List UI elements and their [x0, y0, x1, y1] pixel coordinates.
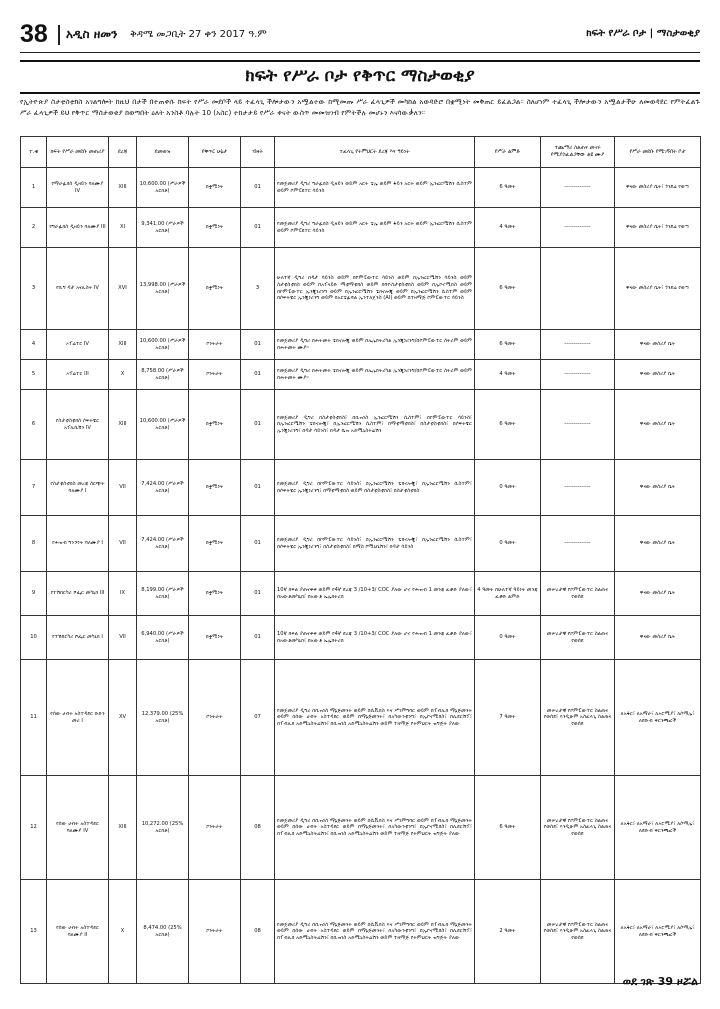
- cell-training: መሠረታዊ የኮምፒውተር ስልጠና የወሰደ፣ እንዲሁም አስፈላጊ ስልጠና የወሰደ: [541, 776, 615, 880]
- cell-title: የስታቲስቲክስ መረጃ ስርጭት ባለሙያ I: [47, 460, 109, 516]
- cell-title: ኦፕሬተር III: [47, 360, 109, 390]
- cell-no: 12: [21, 776, 47, 880]
- cell-salary: 9,341.00 (ሥራዎች አርክቶ): [137, 208, 189, 248]
- cell-employment: በቋሚነት: [189, 572, 241, 616]
- cell-location: ዋናው መስሪያ ቤት: [615, 616, 701, 660]
- cell-employment: ኮንትራት: [189, 880, 241, 984]
- cell-grade: IX: [109, 572, 137, 616]
- cell-grade: XV: [109, 660, 137, 776]
- cell-title: የግራፊክስ ዲዛይን ባለሙያ III: [47, 208, 109, 248]
- cell-experience: 6 ዓመት: [475, 330, 541, 360]
- cell-training: --------------: [541, 460, 615, 516]
- cell-grade: VII: [109, 616, 137, 660]
- cell-salary: 12,379.00 (25% አርክቶ): [137, 660, 189, 776]
- cell-qty: 01: [241, 460, 275, 516]
- cell-training: --------------: [541, 168, 615, 208]
- cell-qty: 08: [241, 880, 275, 984]
- cell-location: ዋናው መስሪያ ቤት: [615, 390, 701, 460]
- cell-experience: 0 ዓመት: [475, 460, 541, 516]
- cell-title: የሕዝብ ግንኙነት ባለሙያ I: [47, 516, 109, 572]
- cell-experience: 6 ዓመት: [475, 248, 541, 330]
- cell-training: --------------: [541, 330, 615, 360]
- cell-qty: 01: [241, 616, 275, 660]
- cell-title: የማራፊክስ ዲዛይን ባለሙያ IV: [47, 168, 109, 208]
- col-requirements: ተፈላጊ የትምህርት ደረጃ እና ዓይነት: [275, 137, 475, 168]
- cell-experience: 4 ዓመት: [475, 360, 541, 390]
- cell-grade: VII: [109, 516, 137, 572]
- cell-grade: XIII: [109, 776, 137, 880]
- cell-requirements: የመጀመሪያ ዲግሪ በኮምፒውተር ሳይንስ፣ በኢንፎርሜሽን ቴክኖሎጂ፣ በኢንፎርሜሽን ሲስተም፣ በሶፍትዌር ኢንጂነሪንግ፣ በስታቲስቲክስ፣ በማስ ኮሚኒኬሽን፣ በዳታ ሳይንስ: [275, 516, 475, 572]
- cell-employment: በቋሚነት: [189, 208, 241, 248]
- cell-location: ዋናው መስሪያ ቤት፣ ጎንደሬ የወጣ: [615, 168, 701, 208]
- cell-title: የስታቲስቲክስ ሶፍትዌር አፕሊኬሽን IV: [47, 390, 109, 460]
- cell-salary: 6,940.00 (ሥራዎች አርክቶ): [137, 616, 189, 660]
- cell-no: 1: [21, 168, 47, 208]
- cell-qty: 01: [241, 360, 275, 390]
- cell-requirements: የመጀመሪያ ዲግሪ በቢዝነስ ማኔጅመንት ወይም በሲቪክስ እና ሥነምግባር ወይም በፐብሊክ ማኔጅመንት ወይም በሰው ሀብት አስተዳደር ወይም በማኔጅመንት፣ በአካውንቲንግ፣ በኢኮኖሚክስ፣ በሊደርሽፕ፣ በፐብሊክ አድሚኒስትሬሽን፣ በቢዝነስ አድሚኒስትሬሽን ወይም ተዛማጅ የትምህርት ዝግጅት ያለው: [275, 776, 475, 880]
- cell-qty: 07: [241, 660, 275, 776]
- cell-requirements: የመጀመሪያ ዲግሪ ግራፊክስ ዲዛይን ወይም አርት ቴሌ ወይም ፋይን አርት ወይም ኢንፎርሜሽን ሲስተም ወይም ኮምፒዩተር ሳይንስ: [275, 168, 475, 208]
- cell-employment: በቋሚነት: [189, 516, 241, 572]
- cell-grade: XI: [109, 208, 137, 248]
- cell-salary: 7,424.00 (ሥራዎች አርክቶ): [137, 460, 189, 516]
- cell-location: ዋናው መስሪያ ቤት: [615, 516, 701, 572]
- cell-training: [541, 248, 615, 330]
- col-qty: ብዛት: [241, 137, 275, 168]
- section-label: ክፍት የሥራ ቦታ | ማስታወቂያ: [586, 28, 700, 39]
- cell-requirements: የመጀመሪያ ዲግሪ በኮምፒውተር ሳይንስ፣ በኢንፎርሜሽን ቴክኖሎጂ፣ በኢንፎርሜሽን ሲስተም፣ በሶፍትዌር ኢንጂነሪንግ፣ በማቲማቲክስ ወይም በስታቲስቲክስ፣ በስታቲስቲክስ: [275, 460, 475, 516]
- cell-no: 7: [21, 460, 47, 516]
- cell-qty: 01: [241, 516, 275, 572]
- cell-title: የሰው ሀብት አስተዳደር ባለሙያ II: [47, 880, 109, 984]
- cell-salary: 10,600.00 (ሥራዎች አርክቶ): [137, 330, 189, 360]
- col-grade: ደረጃ: [109, 137, 137, 168]
- cell-employment: ኮንትራት: [189, 660, 241, 776]
- cell-grade: XIII: [109, 168, 137, 208]
- cell-experience: 4 ዓመት: [475, 208, 541, 248]
- cell-no: 11: [21, 660, 47, 776]
- table-row: [21, 330, 701, 360]
- cell-employment: በቋሚነት: [189, 168, 241, 208]
- vacancy-table: [20, 136, 701, 984]
- cell-requirements: የመጀመሪያ ዲግሪ በቢዝነስ ማኔጅመንት ወይም በሲቪክስ እና ሥነምግባር ወይም በፐብሊክ ማኔጅመንት ወይም በሰው ሀብት አስተዳደር ወይም በማኔጅመንት፣ በአካውንቲንግ፣ በኢኮኖሚክስ፣ በሊደርሽፕ፣ በፐብሊክ አድሚኒስትሬሽን፣ በቢዝነስ አድሚኒስትሬሽን ወይም ተዛማጅ የትምህርት ዝግጅት ያለው: [275, 660, 475, 776]
- notice-title-box: [20, 60, 700, 94]
- cell-training: መሠረታዊ የኮምፒውተር ስልጠና የወሰደ፣ እንዲሁም አስፈላጊ ስልጠና የወሰደ: [541, 880, 615, 984]
- cell-location: ዋናው መስሪያ ቤት: [615, 572, 701, 616]
- cell-grade: XIII: [109, 390, 137, 460]
- cell-training: --------------: [541, 516, 615, 572]
- cell-location: ዋናው መስሪያ ቤት: [615, 360, 701, 390]
- cell-requirements: የመጀመሪያ ዲግሪ በሕትመት ቴክኖሎጂ ወይም በኤሌክትሪካል ኢንጂነሪንግ/በኮምፒውተር ስትሪም ወይም በሕትመት ሙያ።: [275, 330, 475, 360]
- cell-grade: VII: [109, 460, 137, 516]
- cell-salary: 10,600.00 (ሥራዎች አርክቶ): [137, 168, 189, 208]
- cell-training: --------------: [541, 208, 615, 248]
- cell-location: ዋናው መስሪያ ቤት: [615, 460, 701, 516]
- table-row: [21, 572, 701, 616]
- cell-title: ኦፕሬተር IV: [47, 330, 109, 360]
- cell-qty: 01: [241, 168, 275, 208]
- cell-title: የተሽከርካሪ ሾፌር መካኒክ I: [47, 616, 109, 660]
- cell-employment: በቋሚነት: [189, 460, 241, 516]
- cell-employment: ኮንትራት: [189, 776, 241, 880]
- cell-experience: 0 ዓመት: [475, 516, 541, 572]
- cell-employment: ኮንትራት: [189, 360, 241, 390]
- col-no: ተ.ቁ: [21, 137, 47, 168]
- cell-no: 3: [21, 248, 47, 330]
- cell-requirements: 10ኛ ክፍል ያጠናቀቀ ወይም የ4ኛ ደረጃ 3 /10+3/ COC ያለው ሆኖ የሕዝብ 1 መንጃ ፈቃድ ያለው፣ በአውቶመካኒክ፣ በአውቶ ኤሌክትሪክ: [275, 572, 475, 616]
- table-row: [21, 208, 701, 248]
- cell-title: የሰው ሀብት አስተዳደር ባለሙያ IV: [47, 776, 109, 880]
- col-experience: የሥራ ልምድ: [475, 137, 541, 168]
- table-row: [21, 390, 701, 460]
- cell-qty: 01: [241, 390, 275, 460]
- cell-training: መሠረታዊ የኮምፒውተር ስልጠና የወሰደ፣ እንዲሁም አስፈላጊ ስልጠና የወሰደ: [541, 660, 615, 776]
- header-divider: [58, 25, 60, 45]
- cell-salary: 10,272.00 (25% አርክቶ): [137, 776, 189, 880]
- cell-training: መሠረታዊ የኮምፒውተር ስልጠና የወሰደ: [541, 616, 615, 660]
- cell-qty: 01: [241, 208, 275, 248]
- cell-no: 5: [21, 360, 47, 390]
- col-title: ክፍት የሥራ መደቡ መጠሪያ: [47, 137, 109, 168]
- table-row: [21, 776, 701, 880]
- continued-note: ወደ ገጽ 39 ዞሯል: [622, 975, 698, 988]
- table-row: [21, 660, 701, 776]
- col-location: የሥራ መደቡ የሚገኝበት ቦታ: [615, 137, 701, 168]
- cell-no: 10: [21, 616, 47, 660]
- intro-paragraph: የኢትዮጵያ ስታቲስቲክስ አገልግሎት ከዚህ በታች በተጠቀሱ ክፍት የሥራ መደቦች ላይ ተፈላጊ ችሎታውን አሟልተው ከሚመጡ ሥራ ፈላጊዎች መካከል አወዳድሮ በቋሚነት መቅጠር ይፈልጋል። ስለሆነም ተፈላጊ ችሎታውን አሟልታችሁ ለመወዳደር የምትፈልጉ ሥራ ፈላጊዎች ይህ የቅጥር ማስታወቂያ ከወጣበት ዕለት አንስቶ ባሉት 10 (አስር) ተከታታይ የሥራ ቀናት ውስጥ መመዝገብ የምትችሉ መሆኑን እናሳውቃለን።: [20, 97, 700, 117]
- cell-experience: 6 ዓመት: [475, 390, 541, 460]
- cell-title: የሰው ሀብት አስተዳደር ቡድን መሪ I: [47, 660, 109, 776]
- masthead: አዲስ ዘመን: [66, 27, 118, 41]
- cell-no: 8: [21, 516, 47, 572]
- cell-title: የቢግ ዳታ አናሊስት IV: [47, 248, 109, 330]
- cell-qty: 3: [241, 248, 275, 330]
- cell-requirements: የመጀመሪያ ዲግሪ በቢዝነስ ማኔጅመንት ወይም በሲቪክስ እና ሥነምግባር ወይም በፐብሊክ ማኔጅመንት ወይም በሰው ሀብት አስተዳደር ወይም በማኔጅመንት፣ በአካውንቲንግ፣ በኢኮኖሚክስ፣ በሊደርሽፕ፣ በፐብሊክ አድሚኒስትሬሽን፣ በቢዝነስ አድሚኒስትሬሽን ወይም ተዛማጅ የትምህርት ዝግጅት ያለው: [275, 880, 475, 984]
- table-row: [21, 616, 701, 660]
- cell-employment: በቋሚነት: [189, 616, 241, 660]
- cell-location: ዋናው መስሪያ ቤት፣ ጎንደሬ የወጣ: [615, 248, 701, 330]
- cell-employment: ኮንትራት: [189, 330, 241, 360]
- cell-no: 13: [21, 880, 47, 984]
- cell-qty: 08: [241, 776, 275, 880]
- cell-requirements: 10ኛ ክፍል ያጠናቀቀ ወይም የ4ኛ ደረጃ 3 /10+3/ COC ያለው ሆኖ የሕዝብ 1 መንጃ ፈቃድ ያለው፣ በአውቶመካኒክ፣ በአውቶ ኤሌክትሪክ: [275, 616, 475, 660]
- cell-salary: 8,474.00 (25% አርክቶ): [137, 880, 189, 984]
- table-row: [21, 516, 701, 572]
- cell-grade: XIII: [109, 330, 137, 360]
- col-employment: የቅጥር ሁኔታ: [189, 137, 241, 168]
- cell-training: --------------: [541, 390, 615, 460]
- cell-training: --------------: [541, 360, 615, 390]
- table-row: [21, 248, 701, 330]
- table-row: [21, 460, 701, 516]
- cell-requirements: የመጀመሪያ ዲግሪ ግራፊክስ ዲዛይን ወይም አርት ቴሌ ወይም ፋይን አርት ወይም ኢንፎርሜሽን ሲስተም ወይም ኮምፒዩተር ሳይንስ: [275, 208, 475, 248]
- cell-location: ለአፋር፣ ለአማራ፣ ለኦሮሚያ፣ ለሶማሌ፣ ለደቡብ ቅርንጫፎች: [615, 776, 701, 880]
- cell-title: የተሽከርካሪ ሾፌር መካኒክ III: [47, 572, 109, 616]
- cell-experience: 7 ዓመት: [475, 660, 541, 776]
- cell-employment: በቋሚነት: [189, 248, 241, 330]
- cell-no: 4: [21, 330, 47, 360]
- cell-requirements: የመጀመሪያ ዲግሪ በሕትመት ቴክኖሎጂ ወይም በኤሌክትሪካል ኢንጂነሪንግ/በኮምፒውተር ስትሪም ወይም በሕትመት ሙያ።: [275, 360, 475, 390]
- cell-location: ለአፋር፣ ለአማራ፣ ለኦሮሚያ፣ ለሶማሌ፣ ለደቡብ ቅርንጫፎች: [615, 880, 701, 984]
- page-header: [20, 18, 700, 53]
- notice-title: ክፍት የሥራ ቦታ የቅጥር ማስታወቂያ: [245, 66, 475, 86]
- cell-employment: በቋሚነት: [189, 390, 241, 460]
- cell-requirements: የመጀመሪያ ዲግሪ በስታቲስቲክስ፣ በቢዝነስ ኢንፎርሜሽን ሲስተም፣ በኮምፒውተር ሳይንስ፣ በኢንፎርሜሽን ቴክኖሎጂ፣ በኢንፎርሜሽን ሲስተም፣ በማቲማቲክስ፣ በስታቲስቲክስ፣ በሶፍትዌር ኢንጂነሪንግ፣ በዳታ ሳይንስ፣ በዳታ ቤዝ አድሚኒስትሬሽን: [275, 390, 475, 460]
- cell-location: ዋናው መስሪያ ቤት፣ ጎንደሬ የወጣ: [615, 208, 701, 248]
- cell-salary: 13,998.00 (ሥራዎች አርክቶ): [137, 248, 189, 330]
- issue-date: ቅዳሜ መጋቢት 27 ቀን 2017 ዓ.ም: [130, 29, 267, 40]
- cell-location: ዋናው መስሪያ ቤት: [615, 330, 701, 360]
- cell-no: 2: [21, 208, 47, 248]
- cell-qty: 01: [241, 572, 275, 616]
- cell-requirements: ሁለተኛ ዲግሪ በዳታ ሳይንስ ወይም በኮምፒውተር ሳይንስ ወይም በኢንፎርሜሽን ሳይንስ ወይም ስታቲስቲክስ ወይም በአፕላይድ ማቲማቲክስ ወይም በባዮስታቲስቲክስ ወይም በኢኮኖሚክስ ወይም በኮምፒውተር ኢንጂነሪንግ ወይም በኢንፎርሜሽን ቴክኖሎጂ ወይም በኢንፎርሜሽን ሲስተም ወይም በሶፍትዌር ኢንጂነሪንግ ወይም በአርቴፊሻል ኢንተለጀንስ (AI) ወይም በተዛማጅ ኮምፒውተር ሳይንስ: [275, 248, 475, 330]
- table-header-row: [21, 137, 701, 168]
- cell-salary: 7,424.00 (ሥራዎች አርክቶ): [137, 516, 189, 572]
- col-training: ተጨማሪ ስልጠና መኖሩ የሚያስፈልጋቸው ልዩ ሙያ: [541, 137, 615, 168]
- cell-experience: 6 ዓመት: [475, 776, 541, 880]
- cell-salary: 8,199.00 (ሥራዎች አርክቶ): [137, 572, 189, 616]
- cell-grade: X: [109, 880, 137, 984]
- cell-location: ለአፋር፣ ለአማራ፣ ለኦሮሚያ፣ ለሶማሌ፣ ለደቡብ ቅርንጫፎች: [615, 660, 701, 776]
- cell-grade: XVI: [109, 248, 137, 330]
- cell-experience: 2 ዓመት: [475, 880, 541, 984]
- table-row: [21, 880, 701, 984]
- cell-training: መሠረታዊ የኮምፒውተር ስልጠና የወሰደ: [541, 572, 615, 616]
- cell-no: 6: [21, 390, 47, 460]
- cell-experience: 4 ዓመት በሁለተኛ ዓይነት መንጃ ፈቃድ ልምድ: [475, 572, 541, 616]
- page-number: 38: [20, 20, 48, 48]
- table-row: [21, 168, 701, 208]
- table-row: [21, 360, 701, 390]
- cell-salary: 10,600.00 (ሥራዎች አርክቶ): [137, 390, 189, 460]
- col-salary: ደመወዝ: [137, 137, 189, 168]
- cell-experience: 0 ዓመት: [475, 616, 541, 660]
- cell-qty: 01: [241, 330, 275, 360]
- cell-experience: 6 ዓመት: [475, 168, 541, 208]
- cell-salary: 8,758.00 (ሥራዎች አርክቶ): [137, 360, 189, 390]
- cell-no: 9: [21, 572, 47, 616]
- cell-grade: X: [109, 360, 137, 390]
